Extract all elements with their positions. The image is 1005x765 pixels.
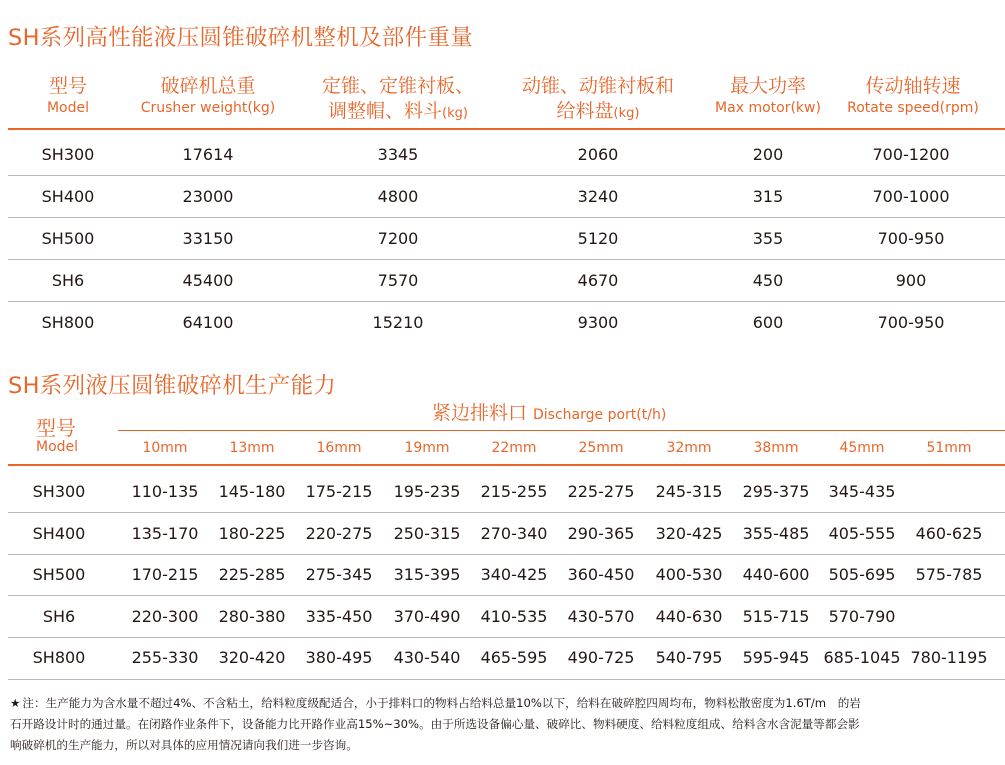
t2-bottom-rule <box>8 679 1005 680</box>
discharge-size-38mm: 38mm <box>753 440 799 456</box>
t2-capacity-cell: 180-225 <box>218 524 286 543</box>
t1-header-moving-cone <box>498 74 698 126</box>
discharge-size-19mm: 19mm <box>404 440 450 456</box>
t1-model-cell: SH500 <box>41 229 95 248</box>
t2-capacity-cell: 295-375 <box>742 482 810 501</box>
t1-value-cell: 3345 <box>377 145 419 164</box>
t1-value-cell: 64100 <box>182 313 234 332</box>
footnote <box>10 693 995 756</box>
discharge-size-32mm: 32mm <box>666 440 712 456</box>
t2-capacity-cell: 355-485 <box>742 524 810 543</box>
discharge-size-25mm: 25mm <box>578 440 624 456</box>
t2-capacity-cell: 135-170 <box>131 524 199 543</box>
t2-capacity-cell: 175-215 <box>305 482 373 501</box>
t2-model-cell: SH800 <box>32 648 86 667</box>
t2-capacity-cell: 440-630 <box>655 607 723 626</box>
t1-value-cell: 900 <box>895 271 927 290</box>
t2-header-discharge-zh: 紧边排料口 <box>432 402 528 424</box>
t1-value-cell: 700-1000 <box>872 187 950 206</box>
t1-value-cell: 9300 <box>577 313 619 332</box>
t1-header-model-zh: 型号 <box>48 75 87 97</box>
t2-capacity-cell: 335-450 <box>305 607 373 626</box>
t2-capacity-cell: 110-135 <box>131 482 199 501</box>
t2-capacity-cell: 490-725 <box>567 648 635 667</box>
t1-value-cell: 700-1200 <box>872 145 950 164</box>
t2-capacity-cell: 250-315 <box>393 524 461 543</box>
t2-model-cell: SH500 <box>32 565 86 584</box>
t2-model-cell: SH400 <box>32 524 86 543</box>
t1-row-divider <box>8 217 1005 218</box>
t1-value-cell: 7200 <box>377 229 419 248</box>
t2-capacity-cell: 465-595 <box>480 648 548 667</box>
star-icon: ★ <box>10 696 21 710</box>
footnote-line-2: 石开路设计时的通过量。在闭路作业条件下，设备能力比开路作业高15%~30%。由于所选设备偏心量、破碎比、物料硬度、给料粒度组成、给料含水含泥量等都会影 <box>10 717 860 731</box>
t2-group-rule <box>118 430 1005 431</box>
t1-header-speed-en: Rotate speed(rpm) <box>847 100 979 116</box>
t1-model-cell: SH800 <box>41 313 95 332</box>
t1-header-rule <box>8 128 1005 130</box>
t1-value-cell: 200 <box>752 145 784 164</box>
t1-value-cell: 700-950 <box>877 313 945 332</box>
t2-capacity-cell: 380-495 <box>305 648 373 667</box>
t1-value-cell: 7570 <box>377 271 419 290</box>
discharge-size-45mm: 45mm <box>839 440 885 456</box>
t2-capacity-cell: 225-275 <box>567 482 635 501</box>
t2-row-divider <box>8 595 1005 596</box>
t1-header-moving-cone-zh: 动锥、动锥衬板和 <box>521 75 674 97</box>
discharge-size-51mm: 51mm <box>926 440 972 456</box>
discharge-size-10mm: 10mm <box>142 440 188 456</box>
t1-value-cell: 355 <box>752 229 784 248</box>
t2-header-discharge <box>432 398 666 425</box>
t1-value-cell: 600 <box>752 313 784 332</box>
t2-capacity-cell: 780-1195 <box>910 648 988 667</box>
t1-header-weight-zh: 破碎机总重 <box>160 75 256 97</box>
t2-capacity-cell: 460-625 <box>915 524 983 543</box>
t2-capacity-cell: 440-600 <box>742 565 810 584</box>
t1-value-cell: 4800 <box>377 187 419 206</box>
t1-value-cell: 4670 <box>577 271 619 290</box>
t1-header-speed-zh: 传动轴转速 <box>865 75 961 97</box>
t2-capacity-cell: 145-180 <box>218 482 286 501</box>
t1-header-model-en: Model <box>46 100 90 116</box>
footnote-line-1: ★ 注：生产能力为含水量不超过4%、不含粘土，给料粒度级配适合，小于排料口的物料占给料总量10%以下，给料在破碎腔四周均布，物料松散密度为1.6T/m 的岩 <box>10 696 861 710</box>
t2-header-discharge-en: Discharge port(t/h) <box>533 407 667 423</box>
t1-header-power-en: Max motor(kw) <box>715 100 821 116</box>
t1-value-cell: 700-950 <box>877 229 945 248</box>
t2-capacity-cell: 370-490 <box>393 607 461 626</box>
t2-row-divider <box>8 512 1005 513</box>
t2-capacity-cell: 595-945 <box>742 648 810 667</box>
t2-capacity-cell: 400-530 <box>655 565 723 584</box>
t1-model-cell: SH400 <box>41 187 95 206</box>
discharge-size-13mm: 13mm <box>229 440 275 456</box>
t2-capacity-cell: 215-255 <box>480 482 548 501</box>
t2-capacity-cell: 195-235 <box>393 482 461 501</box>
table1-title: SH系列高性能液压圆锥破碎机整机及部件重量 <box>8 25 474 51</box>
t2-capacity-cell: 220-300 <box>131 607 199 626</box>
t1-header-weight <box>128 74 288 117</box>
t2-capacity-cell: 540-795 <box>655 648 723 667</box>
t1-header-fixed-cone-zh2: 调整帽、料斗(kg) <box>328 100 468 122</box>
t2-capacity-cell: 410-535 <box>480 607 548 626</box>
t1-value-cell: 23000 <box>182 187 234 206</box>
t2-capacity-cell: 340-425 <box>480 565 548 584</box>
table2-title: SH系列液压圆锥破碎机生产能力 <box>8 373 337 399</box>
t1-header-moving-cone-unit: (kg) <box>613 106 640 121</box>
t2-capacity-cell: 220-275 <box>305 524 373 543</box>
t2-capacity-cell: 685-1045 <box>823 648 901 667</box>
t1-value-cell: 5120 <box>577 229 619 248</box>
t1-value-cell: 450 <box>752 271 784 290</box>
t1-header-fixed-cone-zh: 定锥、定锥衬板、 <box>321 75 474 97</box>
t2-header-rule <box>8 464 1005 466</box>
discharge-size-16mm: 16mm <box>316 440 362 456</box>
t2-row-divider <box>8 554 1005 555</box>
t2-capacity-cell: 405-555 <box>828 524 896 543</box>
t2-capacity-cell: 280-380 <box>218 607 286 626</box>
t2-header-model-zh: 型号 <box>36 416 76 440</box>
t1-row-divider <box>8 259 1005 260</box>
t1-value-cell: 33150 <box>182 229 234 248</box>
t1-header-fixed-cone-unit: (kg) <box>442 106 468 121</box>
t2-capacity-cell: 430-540 <box>393 648 461 667</box>
t2-capacity-cell: 225-285 <box>218 565 286 584</box>
t2-capacity-cell: 320-420 <box>218 648 286 667</box>
t1-header-model <box>38 74 98 117</box>
t2-capacity-cell: 575-785 <box>915 565 983 584</box>
t2-capacity-cell: 270-340 <box>480 524 548 543</box>
t1-row-divider <box>8 301 1005 302</box>
t2-row-divider <box>8 637 1005 638</box>
t2-capacity-cell: 170-215 <box>131 565 199 584</box>
t2-capacity-cell: 320-425 <box>655 524 723 543</box>
t1-value-cell: 45400 <box>182 271 234 290</box>
t2-capacity-cell: 430-570 <box>567 607 635 626</box>
t2-capacity-cell: 315-395 <box>393 565 461 584</box>
t2-capacity-cell: 245-315 <box>655 482 723 501</box>
t2-model-cell: SH300 <box>32 482 86 501</box>
t2-capacity-cell: 360-450 <box>567 565 635 584</box>
t1-value-cell: 315 <box>752 187 784 206</box>
t2-capacity-cell: 345-435 <box>828 482 896 501</box>
t2-capacity-cell: 255-330 <box>131 648 199 667</box>
t1-value-cell: 17614 <box>182 145 234 164</box>
t2-capacity-cell: 515-715 <box>742 607 810 626</box>
t1-header-power <box>708 74 828 117</box>
t2-capacity-cell: 290-365 <box>567 524 635 543</box>
t2-capacity-cell: 275-345 <box>305 565 373 584</box>
t1-row-divider <box>8 175 1005 176</box>
t1-header-fixed-cone <box>298 74 498 126</box>
t2-model-cell: SH6 <box>42 607 76 626</box>
footnote-line-3: 响破碎机的生产能力，所以对具体的应用情况请向我们进一步咨询。 <box>10 738 358 752</box>
t1-header-speed <box>838 74 988 117</box>
t1-value-cell: 15210 <box>372 313 424 332</box>
t1-header-moving-cone-zh2: 给料盘(kg) <box>556 100 640 122</box>
t2-capacity-cell: 570-790 <box>828 607 896 626</box>
t2-capacity-cell: 505-695 <box>828 565 896 584</box>
t2-header-model-en: Model <box>36 439 79 455</box>
t1-value-cell: 2060 <box>577 145 619 164</box>
t1-value-cell: 3240 <box>577 187 619 206</box>
discharge-size-22mm: 22mm <box>491 440 537 456</box>
t1-header-weight-en: Crusher weight(kg) <box>140 100 276 116</box>
t1-model-cell: SH300 <box>41 145 95 164</box>
t1-header-power-zh: 最大功率 <box>729 75 806 97</box>
t1-model-cell: SH6 <box>51 271 85 290</box>
